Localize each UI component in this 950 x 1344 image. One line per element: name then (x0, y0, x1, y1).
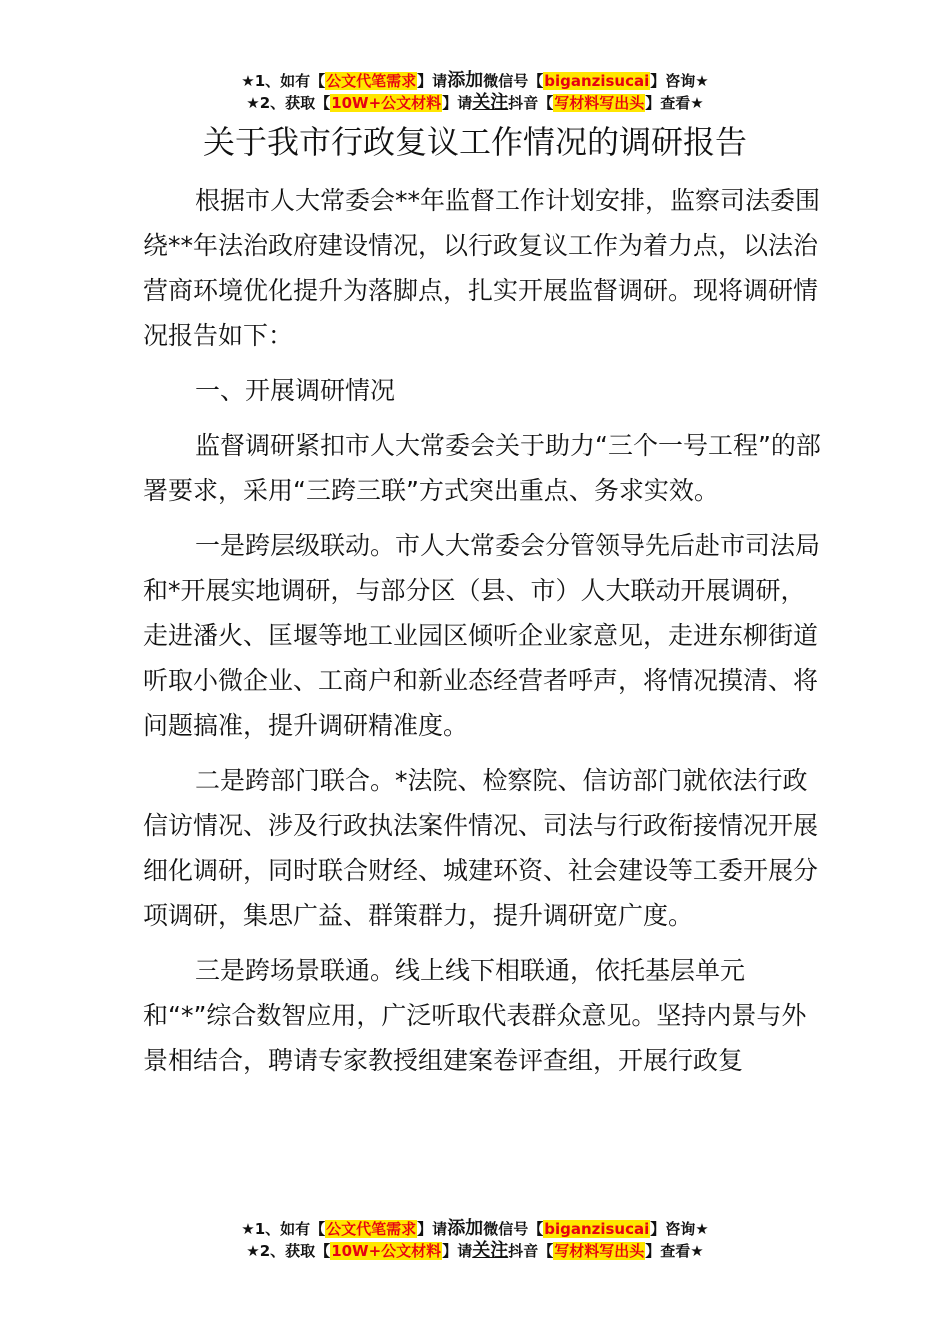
promo-line-1 (0, 70, 950, 92)
promo-text: ★1、如有【 (241, 72, 326, 90)
paragraph: 一是跨层级联动。市人大常委会分管领导先后赴市司法局和*开展实地调研，与部分区（县、市）人大联动开展调研，走进潘火、匡堰等地工业园区倾听企业家意见，走进东柳街道听取小微企业、工商户和新业态经营者呼声，将情况摸清、将问题搞准，提升调研精准度。 (143, 531, 821, 740)
promo-line-2 (0, 92, 950, 114)
promo-text: 】请 (417, 72, 448, 90)
paragraph: 三是跨场景联通。线上线下相联通，依托基层单元和“*”综合数智应用，广泛听取代表群众意见。坚持内景与外景相结合，聘请专家教授组建案卷评查组，开展行政复 (143, 956, 807, 1075)
promo-text: 微信号【 (483, 1220, 544, 1238)
promo-footer (0, 1218, 950, 1262)
paragraph: 二是跨部门联合。*法院、检察院、信访部门就依法行政信访情况、涉及行政执法案件情况、司法与行政衔接情况开展细化调研，同时联合财经、城建环资、社会建设等工委开展分项调研，集思广益、群策群力，提升调研宽广度。 (143, 766, 819, 930)
promo-text: 】查看★ (645, 94, 704, 112)
promo-text: 】请 (442, 1242, 473, 1260)
promo-wechat-id: biganzisucai (544, 72, 650, 90)
promo-text: ★1、如有【 (241, 1220, 326, 1238)
document-body (143, 178, 823, 1083)
promo-text: 】请 (442, 94, 473, 112)
paragraph-intro: 根据市人大常委会**年监督工作计划安排，监察司法委围绕**年法治政府建设情况，以行政复议工作为着力点，以法治营商环境优化提升为落脚点，扎实开展监督调研。现将调研情况报告如下： (143, 186, 821, 350)
section-heading: 一、开展调研情况 (195, 376, 396, 405)
promo-text: 】请 (417, 1220, 448, 1238)
promo-header (0, 70, 950, 114)
promo-douyin-id: 写材料写出头 (554, 1242, 645, 1260)
promo-highlight: 10W+公文材料 (331, 94, 442, 112)
promo-text: 】咨询★ (650, 72, 709, 90)
promo-wechat-id: biganzisucai (544, 1220, 650, 1238)
promo-highlight: 公文代笔需求 (326, 1220, 417, 1238)
promo-line-2 (0, 1240, 950, 1262)
promo-text: 】咨询★ (650, 1220, 709, 1238)
promo-emphasis: 关注 (472, 92, 509, 113)
promo-emphasis: 关注 (472, 1240, 509, 1261)
document-title: 关于我市行政复议工作情况的调研报告 (202, 123, 747, 161)
promo-emphasis: 添加 (447, 70, 484, 91)
promo-text: 抖音【 (508, 1242, 554, 1260)
promo-douyin-id: 写材料写出头 (554, 94, 645, 112)
paragraph: 监督调研紧扣市人大常委会关于助力“三个一号工程”的部署要求，采用“三跨三联”方式突出重点、务求实效。 (143, 431, 821, 505)
promo-text: 】查看★ (645, 1242, 704, 1260)
promo-emphasis: 添加 (447, 1218, 484, 1239)
promo-text: 微信号【 (483, 72, 544, 90)
promo-text: 抖音【 (508, 94, 554, 112)
promo-highlight: 10W+公文材料 (331, 1242, 442, 1260)
promo-text: ★2、获取【 (246, 94, 331, 112)
promo-text: ★2、获取【 (246, 1242, 331, 1260)
promo-line-1 (0, 1218, 950, 1240)
promo-highlight: 公文代笔需求 (326, 72, 417, 90)
